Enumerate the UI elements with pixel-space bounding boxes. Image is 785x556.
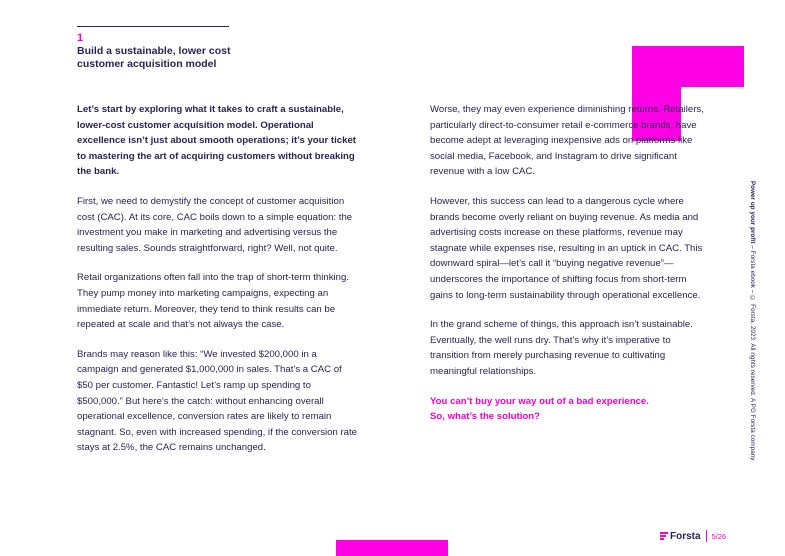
section-title-line2: customer acquisition model — [77, 58, 217, 70]
vertical-sidebar-text — [749, 181, 756, 460]
section-title-line1: Build a sustainable, lower cost — [77, 45, 231, 57]
forsta-logo-icon — [660, 532, 668, 540]
paragraph-brands-reason: Brands may reason like this: “We invested $200,000 in a campaign and generated $1,000,000 in sales. That’s a CAC of $50 per customer. Fantastic! Let’s ramp up spending to $500,000.” But here’s the catch: without enhancing overall operational excellence, conversion rates are likely to remain stagnant. So, even with increased spending, if the conversion rate stays at 2.5%, the CAC remains unchanged. — [77, 348, 357, 454]
sidebar-copyright: – Forsta ebook – © Forsta, 2023. All rights reserved. A PG Forsta company — [749, 243, 756, 461]
paragraph-short-term: Retail organizations often fall into the trap of short-term thinking. They pump money into marketing campaigns, expecting an immediate return. Moreover, they tend to think results can be repeated at scale and that’s not always the case. — [77, 272, 349, 331]
footer-brand — [660, 530, 726, 542]
section-title — [77, 45, 277, 71]
paragraph-dangerous-cycle: However, this success can lead to a dangerous cycle where brands become overly reliant on buying revenue. As media and advertising costs increase on these platforms, revenue may stagnate while expenses rise, resulting in an uptick in CAC. This downward spiral—let’s call it “buying negative revenue”—underscores the importance of shifting focus from short-term gains to long-term sustainability through operational excellence. — [430, 195, 703, 301]
right-column — [430, 102, 710, 425]
paragraph-diminishing: Worse, they may even experience diminishing returns. Retailers, particularly direct-to-consumer retail e-commerce brands, have become adept at leveraging inexpensive ads on platforms like social media, Facebook, and Instagram to drive significant revenue with a low CAC. — [430, 104, 704, 178]
sidebar-ebook-title: Power up your profit — [749, 181, 756, 244]
top-rule — [77, 26, 229, 27]
footer-separator — [706, 530, 707, 542]
brand-name: Forsta — [670, 530, 701, 542]
lead-paragraph: Let’s start by exploring what it takes to craft a sustainable, lower-cost customer acquisition model. Operational excellence isn’t just about smooth operations; it’s your ticket to mastering the art of acquiring customers without breaking the bank. — [77, 104, 356, 178]
paragraph-grand-scheme: In the grand scheme of things, this approach isn’t sustainable. Eventually, the well runs dry. That’s why it’s imperative to transition from merely purchasing revenue to cultivating meaningful relationships. — [430, 319, 693, 377]
pull-quote — [430, 394, 710, 425]
pull-quote-line2: So, what’s the solution? — [430, 411, 540, 423]
page-number: 5/26 — [711, 531, 727, 541]
decorative-bottom-bar — [336, 540, 448, 556]
left-column — [77, 102, 357, 470]
paragraph-cac: First, we need to demystify the concept of customer acquisition cost (CAC). At its core, CAC boils down to a simple equation: the investment you make in marketing and advertising versus the resulting sales. Sounds straightforward, right? Well, not quite. — [77, 195, 353, 254]
pull-quote-line1: You can’t buy your way out of a bad experience. — [430, 395, 649, 407]
section-number: 1 — [77, 32, 84, 44]
